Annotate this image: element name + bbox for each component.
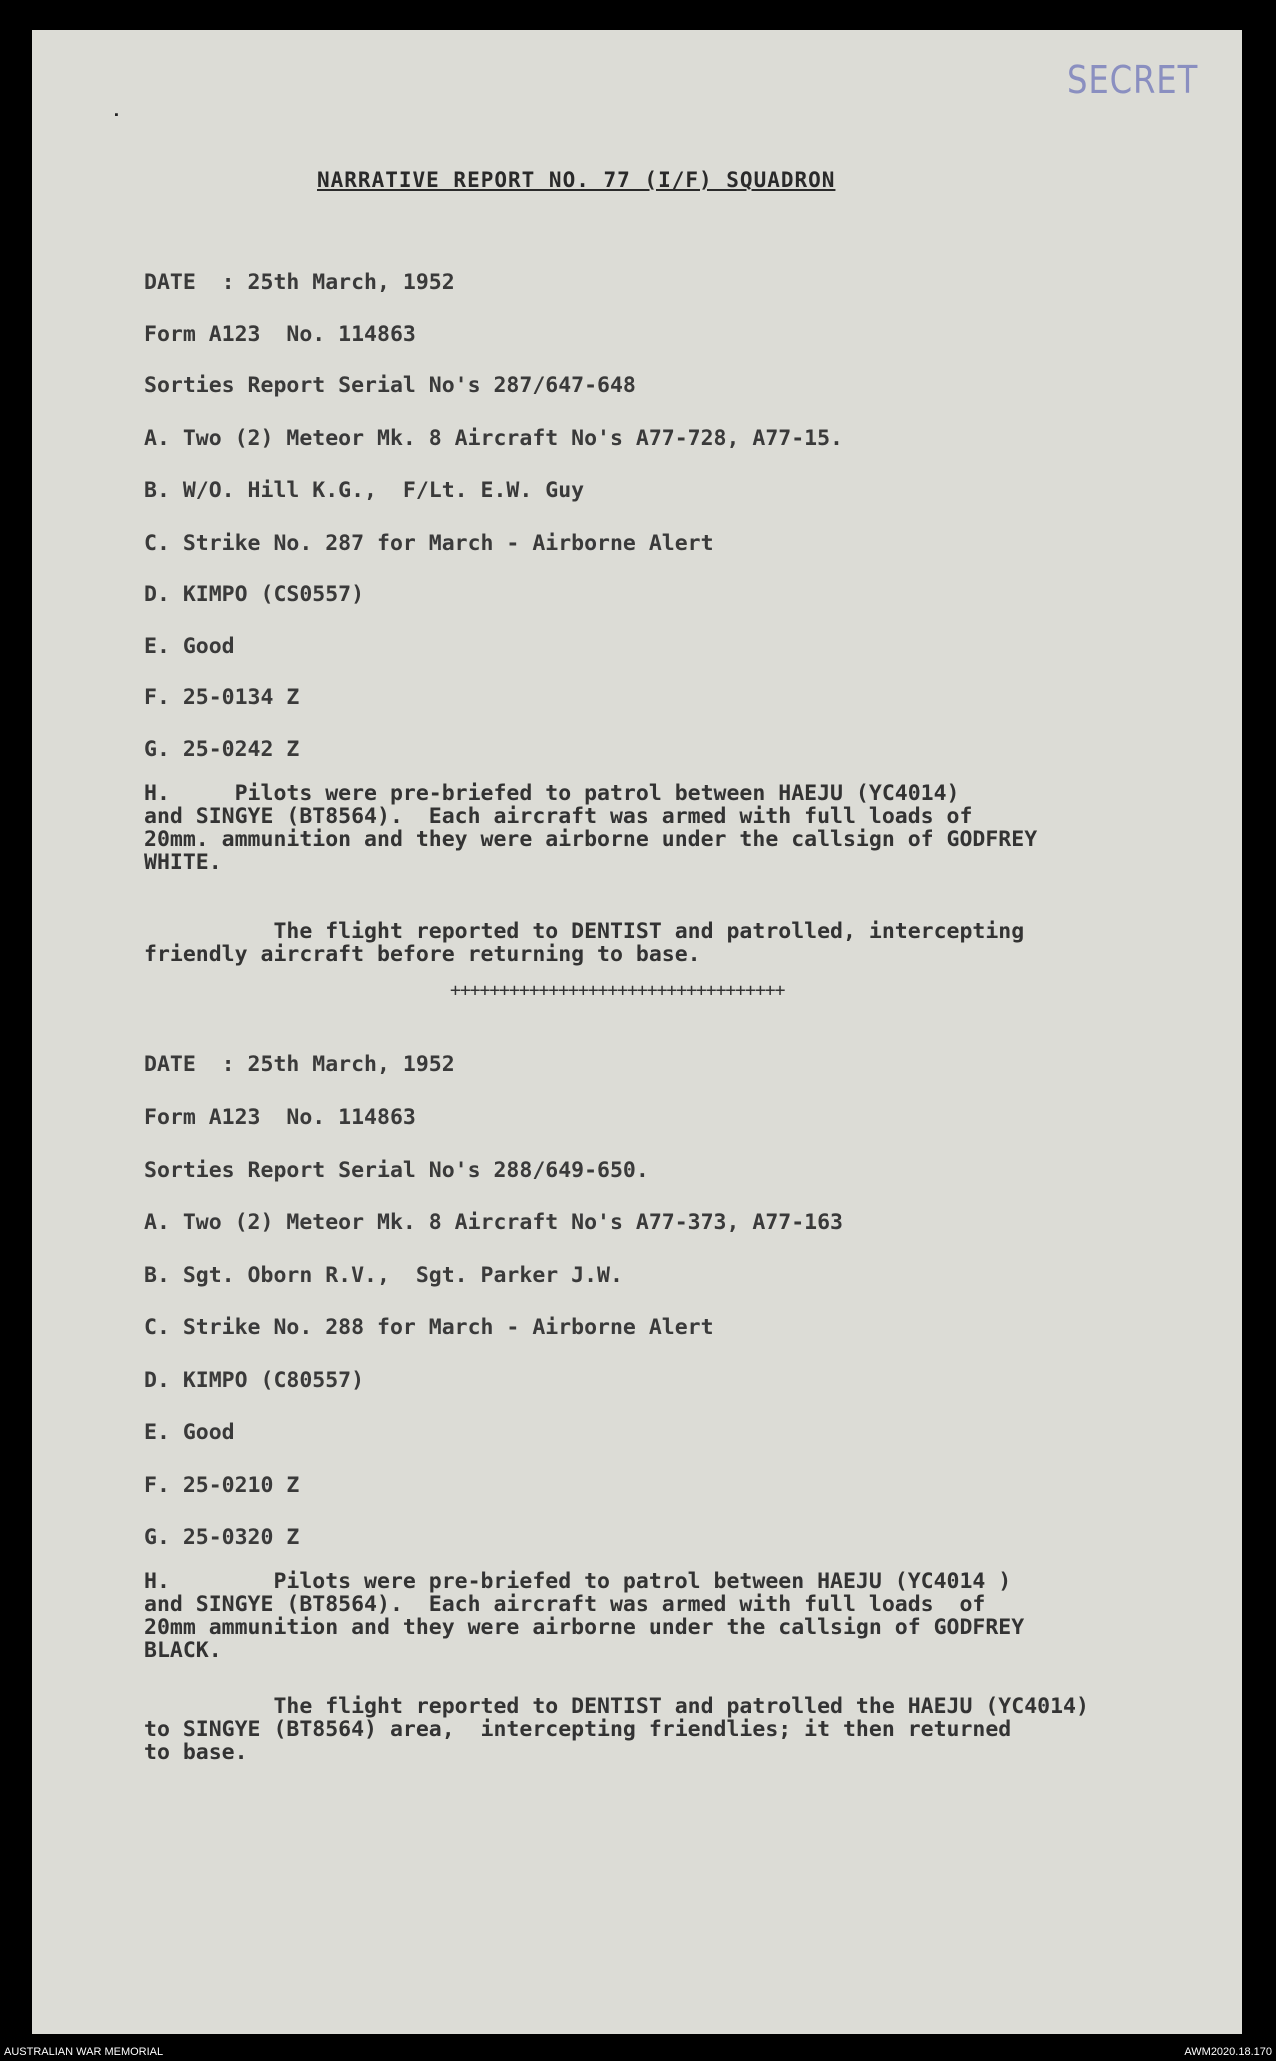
report1-item-b: B. W/O. Hill K.G., F/Lt. E.W. Guy xyxy=(144,478,585,503)
secret-stamp: SECRET xyxy=(1067,58,1199,102)
report2-date: DATE : 25th March, 1952 xyxy=(144,1052,455,1077)
report1-form: Form A123 No. 114863 xyxy=(144,322,416,347)
report2-item-h-continued: The flight reported to DENTIST and patrolled the HAEJU (YC4014) to SINGYE (BT8564) area, intercepting friendlies; it then returned to base. xyxy=(144,1694,1089,1765)
report2-item-b: B. Sgt. Oborn R.V., Sgt. Parker J.W. xyxy=(144,1263,623,1288)
paper-mark: ˙ xyxy=(108,108,125,141)
report1-item-c: C. Strike No. 287 for March - Airborne Alert xyxy=(144,531,714,556)
report1-item-d: D. KIMPO (CS0557) xyxy=(144,582,365,607)
footer-accession-number: AWM2020.18.170 xyxy=(1184,2046,1272,2058)
report2-item-e: E. Good xyxy=(144,1420,235,1445)
report2-item-h: H. Pilots were pre-briefed to patrol between HAEJU (YC4014 ) and SINGYE (BT8564). Each aircraft was armed with full loads of 20mm ammunition and they were airborne under the callsign of GODFREY BLACK. xyxy=(144,1569,1025,1663)
report1-item-g: G. 25-0242 Z xyxy=(144,737,300,762)
report1-item-f: F. 25-0134 Z xyxy=(144,685,300,710)
report2-sorties: Sorties Report Serial No's 288/649-650. xyxy=(144,1158,649,1183)
report2-item-d: D. KIMPO (C80557) xyxy=(144,1368,365,1393)
report2-item-c: C. Strike No. 288 for March - Airborne Alert xyxy=(144,1315,714,1340)
report1-sorties: Sorties Report Serial No's 287/647-648 xyxy=(144,373,636,398)
report2-form: Form A123 No. 114863 xyxy=(144,1105,416,1130)
report2-item-g: G. 25-0320 Z xyxy=(144,1525,300,1550)
report-title: NARRATIVE REPORT NO. 77 (I/F) SQUADRON xyxy=(317,168,836,192)
report2-item-f: F. 25-0210 Z xyxy=(144,1473,300,1498)
document-page xyxy=(32,30,1242,2034)
section-separator: ++++++++++++++++++++++++++++++++++ xyxy=(450,980,785,1001)
report1-item-h: H. Pilots were pre-briefed to patrol between HAEJU (YC4014) and SINGYE (BT8564). Each aircraft was armed with full loads of 20mm. ammunition and they were airborne under the callsign of GODFREY WHITE. xyxy=(144,781,1038,875)
report1-date: DATE : 25th March, 1952 xyxy=(144,270,455,295)
report1-item-h-continued: The flight reported to DENTIST and patrolled, intercepting friendly aircraft before returning to base. xyxy=(144,919,1025,967)
report2-item-a: A. Two (2) Meteor Mk. 8 Aircraft No's A77-373, A77-163 xyxy=(144,1210,843,1235)
report1-item-e: E. Good xyxy=(144,634,235,659)
report1-item-a: A. Two (2) Meteor Mk. 8 Aircraft No's A77-728, A77-15. xyxy=(144,426,843,451)
footer-credit: AUSTRALIAN WAR MEMORIAL xyxy=(4,2046,164,2058)
